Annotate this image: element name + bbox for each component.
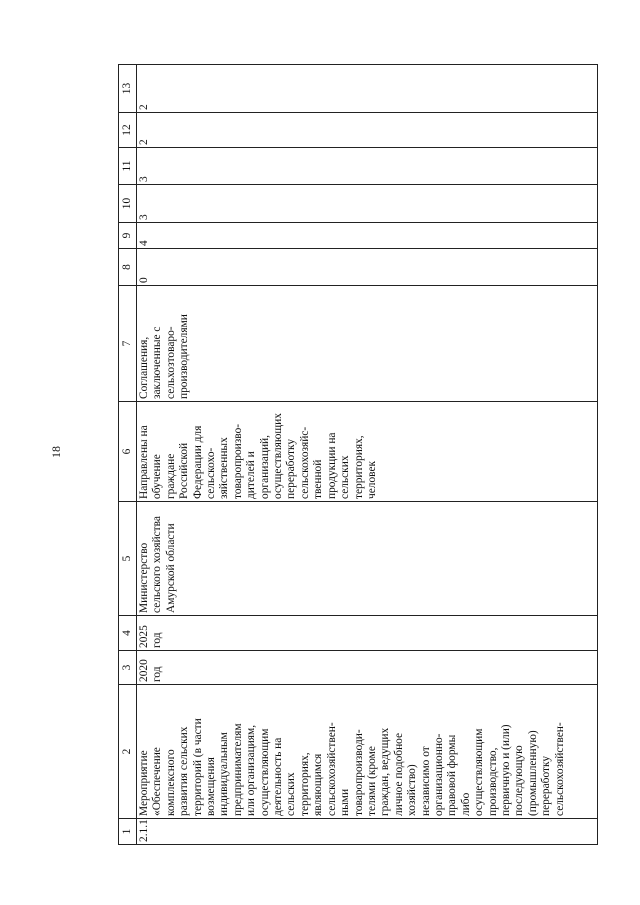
header-cell-4: 4: [119, 616, 137, 651]
table-row: [137, 65, 598, 845]
header-cell-9: 9: [119, 223, 137, 249]
cell-value-11: 3: [137, 148, 598, 185]
header-cell-11: 11: [119, 148, 137, 185]
cell-value-9: 4: [137, 223, 598, 249]
header-cell-10: 10: [119, 185, 137, 223]
header-cell-5: 5: [119, 502, 137, 616]
measures-table: [118, 64, 598, 845]
cell-value-12: 2: [137, 113, 598, 148]
header-row: [119, 65, 137, 845]
cell-source: Соглашения, заключенные с сельхозтоваро- производителями: [137, 286, 598, 402]
header-cell-13: 13: [119, 65, 137, 113]
cell-value-8: 0: [137, 249, 598, 286]
cell-start-year: 2020 год: [137, 651, 598, 685]
header-cell-2: 2: [119, 685, 137, 819]
header-cell-8: 8: [119, 249, 137, 286]
page-number: 18: [49, 446, 63, 458]
cell-value-10: 3: [137, 185, 598, 223]
header-cell-7: 7: [119, 286, 137, 402]
rotated-table-container: [118, 65, 598, 845]
header-cell-12: 12: [119, 113, 137, 148]
cell-executor: Министерство сельского хозяйства Амурской области: [137, 502, 598, 616]
header-cell-6: 6: [119, 402, 137, 502]
header-cell-3: 3: [119, 651, 137, 685]
cell-end-year: 2025 год: [137, 616, 598, 651]
cell-value-13: 2: [137, 65, 598, 113]
cell-measure-name: Мероприятие «Обеспечение комплексного развития сельских территорий (в части возмещения индивидуальным предпринимателям или организациям, осуществляющим деятельность на сельских территориях, являющимся сельскохозяйствен- ными товаропроизводи- телями (кроме граждан, ведущих личное подобное хозяйство) независимо от организационно- правовой формы либо осуществляющим производство, первичную и (или) последующую (промышленную) переработку сельскохозяйствен-: [137, 685, 598, 819]
header-cell-1: 1: [119, 819, 137, 845]
cell-indicator: Направлены на обучение граждане Российской Федерации для сельскохо- зяйственных товаропроизво- дителей и организаций, осуществляющих переработку сельскохозяйс- твенной продукции на сельских территориях, человек: [137, 402, 598, 502]
cell-number: 2.1.1: [137, 819, 598, 845]
